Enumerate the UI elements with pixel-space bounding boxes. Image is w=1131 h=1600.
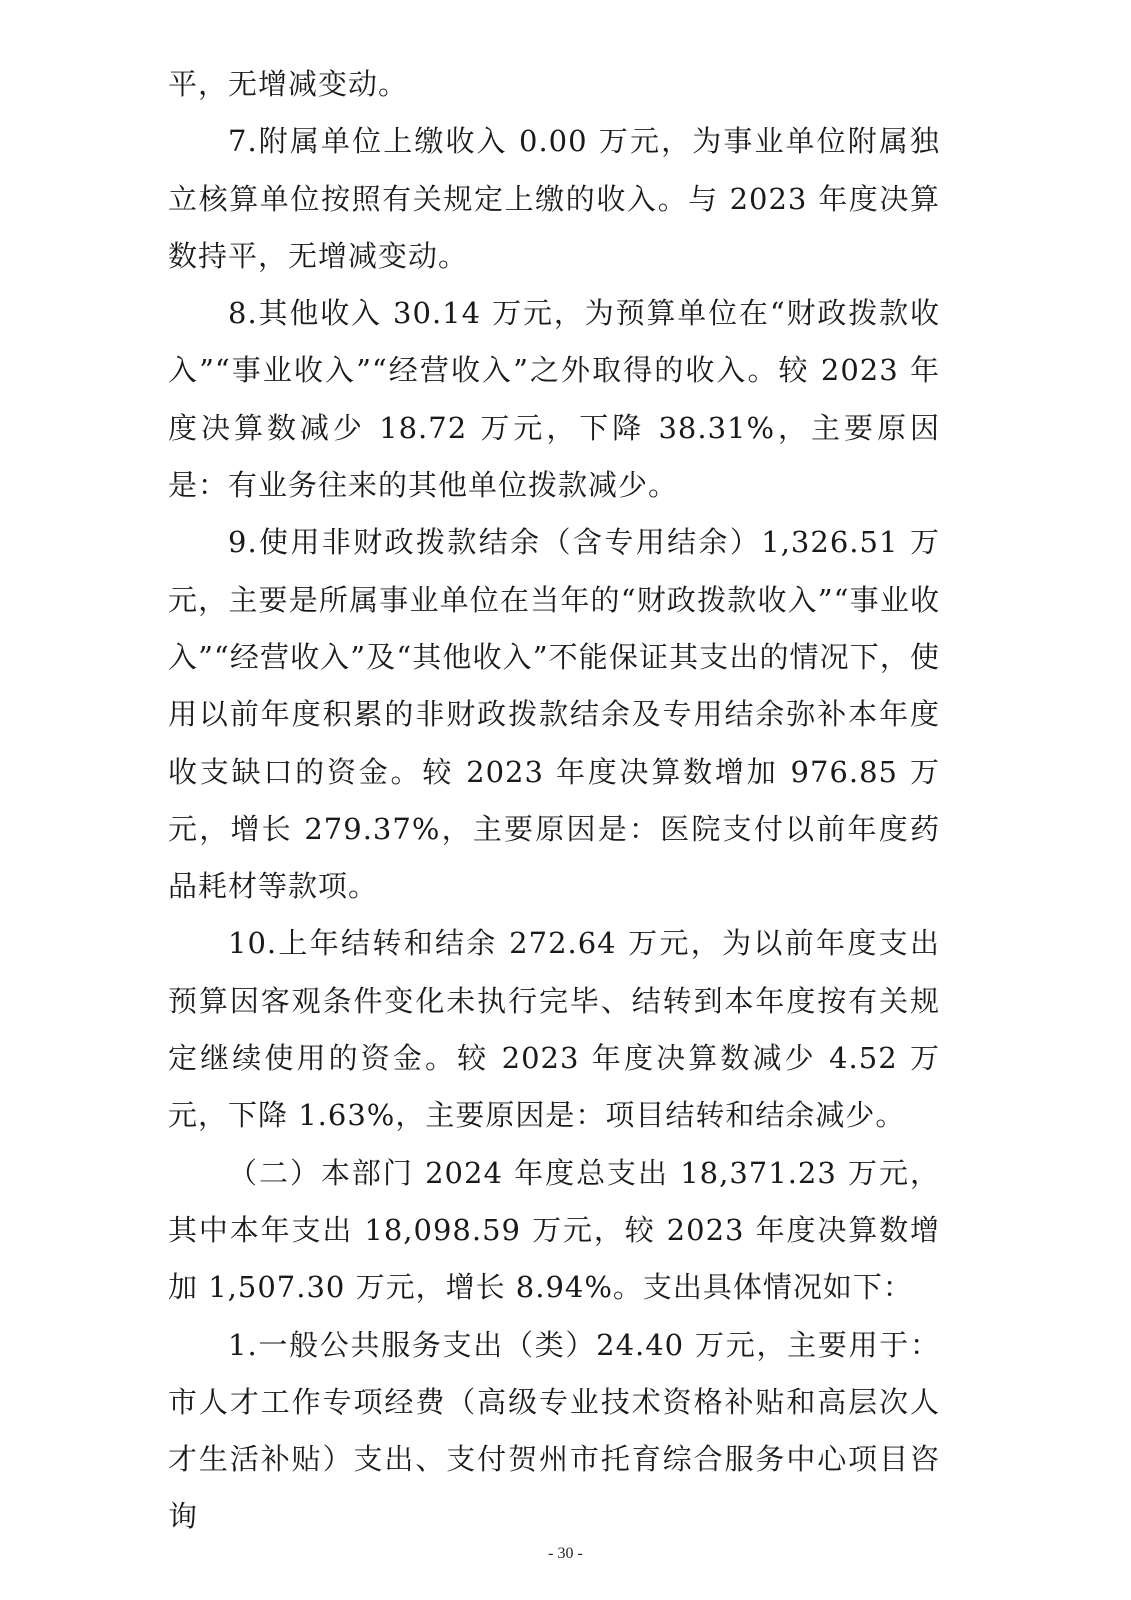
- paragraph-expense-item-1: 1.一般公共服务支出（类）24.40 万元，主要用于：市人才工作专项经费（高级专业技术资格补贴和高层次人才生活补贴）支出、支付贺州市托育综合服务中心项目咨询: [168, 1327, 940, 1534]
- paragraph-item-8: 8.其他收入 30.14 万元，为预算单位在“财政拨款收入”“事业收入”“经营收入”之外取得的收入。较 2023 年度决算数减少 18.72 万元，下降 38.31%，主要原因是：有业务往来的其他单位拨款减少。: [168, 296, 940, 503]
- paragraph-item-9: 9.使用非财政拨款结余（含专用结余）1,326.51 万元，主要是所属事业单位在当年的“财政拨款收入”“事业收入”“经营收入”及“其他收入”不能保证其支出的情况下，使用以前年度积累的非财政拨款结余及专用结余弥补本年度收支缺口的资金。较 2023 年度决算数增加 976.85 万元，增长 279.37%，主要原因是：医院支付以前年度药品耗材等款项。: [168, 525, 940, 904]
- paragraph-continuation: 平，无增减变动。: [168, 67, 409, 101]
- paragraph-section-2: （二）本部门 2024 年度总支出 18,371.23 万元，其中本年支出 18,098.59 万元，较 2023 年度决算数增加 1,507.30 万元，增长 8.94%。支出具体情况如下：: [168, 1155, 940, 1305]
- paragraph-item-7: 7.附属单位上缴收入 0.00 万元，为事业单位附属独立核算单位按照有关规定上缴的收入。与 2023 年度决算数持平，无增减变动。: [168, 124, 940, 273]
- page-number: - 30 -: [548, 1545, 583, 1562]
- paragraph-item-10: 10.上年结转和结余 272.64 万元，为以前年度支出预算因客观条件变化未执行完毕、结转到本年度按有关规定继续使用的资金。较 2023 年度决算数减少 4.52 万元，下降 1.63%，主要原因是：项目结转和结余减少。: [168, 926, 940, 1133]
- document-body: [168, 56, 940, 1546]
